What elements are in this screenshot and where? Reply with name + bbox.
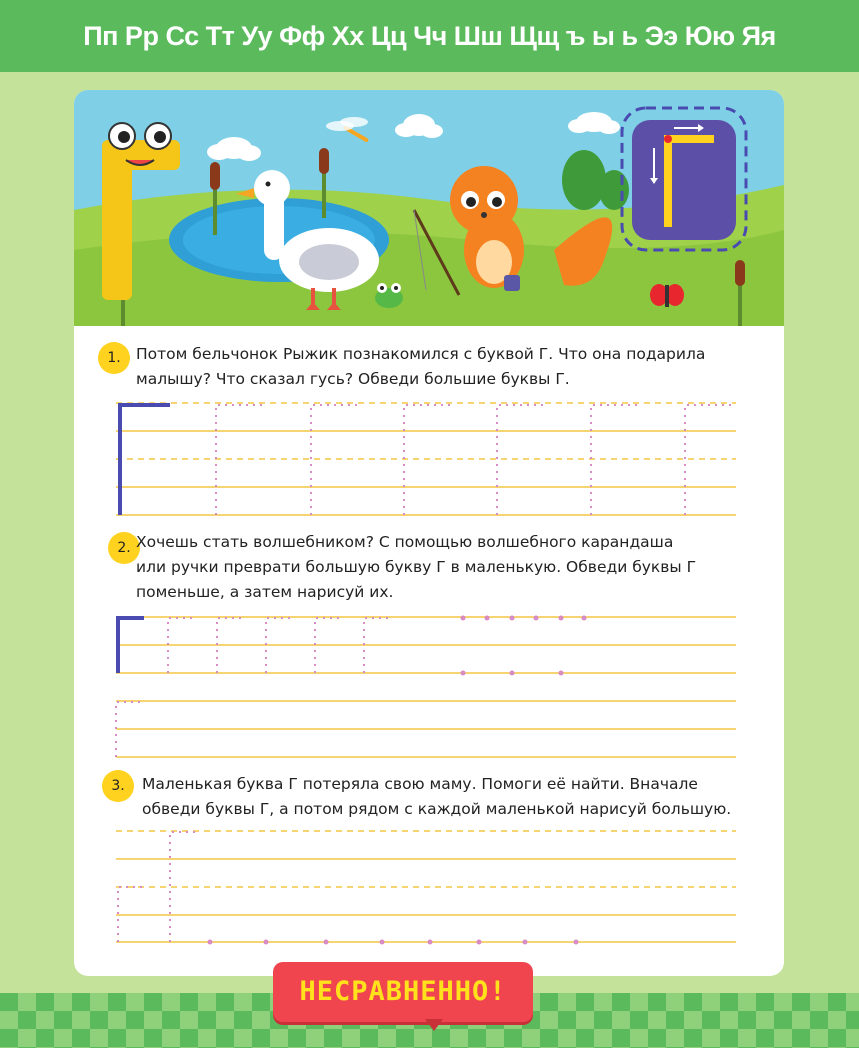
footer-check [144, 993, 162, 1011]
footer-check [144, 1029, 162, 1047]
footer-check [756, 993, 774, 1011]
lines-task-3 [116, 831, 736, 942]
footer-check [0, 993, 18, 1011]
task-3-line-2: обведи буквы Г, а потом рядом с каждой маленькой нарисуй большую. [142, 800, 732, 818]
footer-check [846, 1011, 859, 1029]
footer-check [792, 993, 810, 1011]
footer-check [0, 1029, 18, 1047]
alphabet-header [0, 0, 859, 72]
task-number-badge: 3. [102, 770, 134, 802]
task-1-line-2: малышу? Что сказал гусь? Обведи большие буквы Г. [136, 370, 570, 388]
footer-check [756, 1029, 774, 1047]
footer-check [594, 1011, 612, 1029]
footer-check [126, 1011, 144, 1029]
footer-check [576, 993, 594, 1011]
footer-check [684, 993, 702, 1011]
footer-check [162, 1011, 180, 1029]
footer-check [810, 1011, 828, 1029]
footer-check [72, 993, 90, 1011]
footer-check [18, 1011, 36, 1029]
footer-check [108, 1029, 126, 1047]
footer-check [720, 1029, 738, 1047]
footer-check [576, 1029, 594, 1047]
footer-check [630, 1011, 648, 1029]
footer-check [666, 1011, 684, 1029]
footer-check [648, 1029, 666, 1047]
footer-check [504, 1029, 522, 1047]
dotted-letters-task-2 [116, 618, 390, 757]
footer-check [360, 1029, 378, 1047]
footer-check [288, 1029, 306, 1047]
task-3-line-1: Маленькая буква Г потеряла свою маму. Помоги её найти. Вначале [142, 775, 698, 793]
trace-letter-g-large [120, 405, 170, 515]
footer-check [36, 993, 54, 1011]
footer-check [648, 993, 666, 1011]
task-2-line-3: поменьше, а затем нарисуй их. [136, 583, 394, 601]
footer-check [54, 1011, 72, 1029]
banner-tail [425, 1019, 443, 1031]
footer-check [90, 1011, 108, 1029]
footer-check [108, 993, 126, 1011]
footer-check [774, 1011, 792, 1029]
lines-task-2 [116, 617, 736, 757]
alphabet-strip: Пп Рр Сс Тт Уу Фф Хх Цц Чч Шш Щщ ъ ы ь Ээ Юю Яя [83, 21, 776, 51]
footer-check [216, 1029, 234, 1047]
task-2-line-2: или ручки преврати большую букву Г в маленькую. Обведи буквы Г [136, 558, 697, 576]
dotted-letters-task-1 [216, 405, 736, 515]
praise-banner [273, 962, 533, 1022]
footer-check [396, 1029, 414, 1047]
footer-check [792, 1029, 810, 1047]
task-number-badge: 1. [98, 342, 130, 374]
task-2-line-1: Хочешь стать волшебником? С помощью волшебного карандаша [136, 533, 674, 551]
footer-check [828, 1029, 846, 1047]
footer-check [180, 993, 198, 1011]
footer-check [72, 1029, 90, 1047]
footer-check [612, 1029, 630, 1047]
footer-check [720, 993, 738, 1011]
footer-check [684, 1029, 702, 1047]
footer-check [540, 1029, 558, 1047]
footer-check [324, 1029, 342, 1047]
footer-check [828, 993, 846, 1011]
lines-task-1 [116, 403, 736, 515]
praise-banner-text: НЕСРАВНЕННО! [299, 976, 507, 1007]
footer-check [234, 1011, 252, 1029]
footer-check [216, 993, 234, 1011]
footer-check [432, 1029, 450, 1047]
footer-check [468, 1029, 486, 1047]
footer-check [702, 1011, 720, 1029]
task-number-badge: 2. [108, 532, 140, 564]
footer-check [558, 1011, 576, 1029]
footer-check [540, 993, 558, 1011]
footer-check [252, 993, 270, 1011]
worksheet-card [74, 90, 784, 976]
footer-check [738, 1011, 756, 1029]
footer-check [612, 993, 630, 1011]
task-1-line-1: Потом бельчонок Рыжик познакомился с буквой Г. Что она подарила [136, 345, 706, 363]
footer-check [198, 1011, 216, 1029]
writing-lines[interactable] [74, 90, 784, 976]
footer-check [180, 1029, 198, 1047]
footer-check [36, 1029, 54, 1047]
footer-check [252, 1029, 270, 1047]
